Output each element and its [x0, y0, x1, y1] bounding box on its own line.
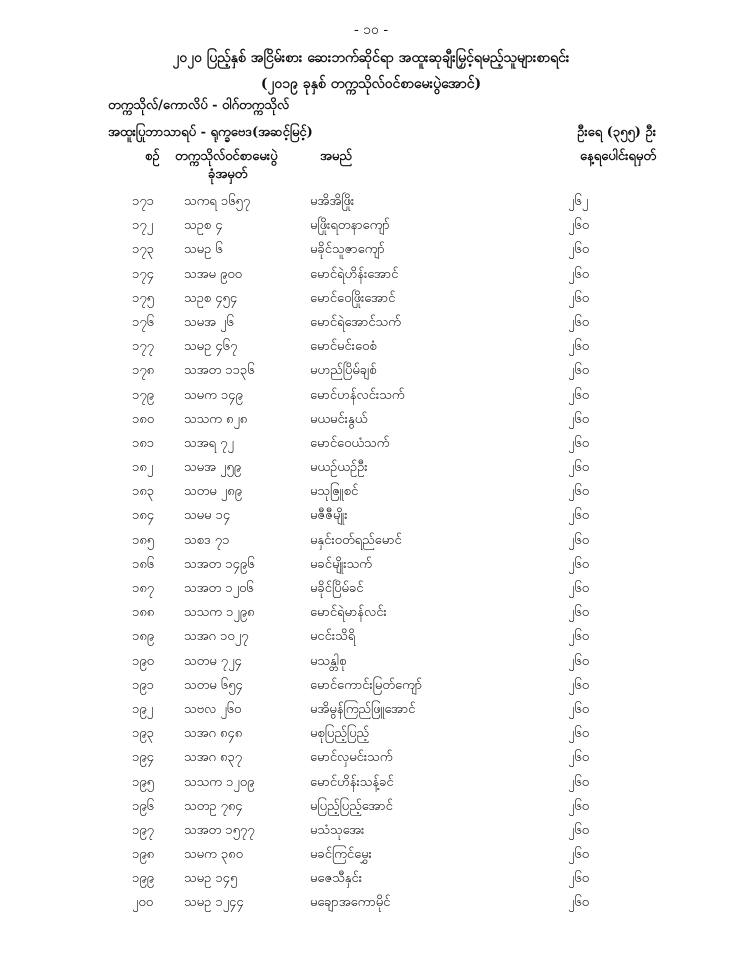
row-number: ၁၇၈	[132, 363, 155, 379]
days-score: ၂၆၀	[568, 290, 590, 306]
row-number: ၁၉၄	[132, 750, 154, 766]
exam-roll: သမအ ၂၅၉	[184, 460, 242, 476]
table-row	[0, 435, 742, 459]
major-line: အထူးပြုဘာသာရပ် - ရုက္ခဗေဒ(အဆင့်မြင့်)	[108, 125, 313, 140]
exam-roll: သစဒ ၇၁	[184, 532, 230, 548]
row-number: ၁၇၅	[132, 290, 154, 306]
exam-roll: သသက ၈၂၈	[184, 411, 248, 427]
student-name: မောင်ဝေယံသက်	[310, 435, 390, 451]
exam-roll: သမဥ ၁၂၄၄	[184, 895, 244, 911]
table-row	[0, 387, 742, 411]
row-number: ၁၇၃	[132, 242, 154, 258]
exam-roll: သမဥ ၆	[184, 242, 223, 258]
days-score: ၂၆၀	[568, 532, 590, 548]
days-score: ၂၆၀	[568, 750, 590, 766]
table-row	[0, 507, 742, 531]
student-name: မောင်ဟိန်းသန့်ခင်	[310, 774, 394, 790]
student-table	[0, 193, 742, 919]
exam-roll: သကရ ၁၆၅၇	[184, 194, 251, 209]
student-name: မသုဇြူစင်	[310, 484, 359, 500]
days-score: ၂၆၀	[568, 387, 590, 403]
table-row	[0, 677, 742, 701]
days-score: ၂၆၀	[568, 871, 590, 887]
row-number: ၁၇၄	[132, 266, 154, 282]
table-row	[0, 774, 742, 798]
student-name: မဇီဇီမျိုး	[310, 508, 348, 524]
days-score: ၂၆၀	[568, 508, 590, 524]
student-name: မအိမွန်ကြည်ဖြူအောင်	[310, 701, 416, 717]
row-number: ၁၇၉	[132, 387, 154, 403]
exam-roll: သဥစ ၄၅၄	[184, 290, 238, 306]
row-number: ၁၉၈	[132, 847, 155, 863]
exam-roll: သမက ၃၈၀	[184, 847, 243, 863]
student-name: မနှင်းဝတ်ရည်မောင်	[310, 532, 402, 548]
page-number: - ၁၀ -	[353, 22, 389, 38]
row-number: ၁၈၄	[132, 508, 155, 524]
days-score: ၂၆၀	[568, 242, 590, 258]
exam-roll: သဥစ ၄	[184, 218, 223, 234]
row-number: ၁၈၇	[132, 581, 155, 596]
days-score: ၂၆၀	[568, 629, 590, 645]
days-score: ၂၆၀	[568, 556, 590, 572]
document-subtitle: (၂၀၁၉ ခုနှစ် တက္ကသိုလ်ဝင်စာမေးပွဲအောင်)	[260, 76, 482, 92]
exam-roll: သမအ ၂၆	[184, 314, 234, 330]
exam-roll: သသက ၁၂၀၉	[184, 774, 255, 790]
table-row	[0, 266, 742, 290]
exam-roll: သအတ ၁၂၀၆	[184, 581, 254, 596]
exam-roll: သအဂ ၁၀၂၇	[184, 629, 249, 645]
days-score: ၂၆၀	[568, 218, 590, 234]
column-header-name: အမည်	[320, 149, 352, 164]
days-score: ၂၆၀	[568, 847, 590, 863]
exam-roll: သတမ ၇၂၄	[184, 653, 242, 669]
exam-roll: သမက ၁၄၉	[184, 387, 243, 403]
student-name: မောင်ရဲဟိန်းအောင်	[310, 266, 399, 282]
row-number: ၁၇၇	[132, 339, 154, 355]
days-score: ၂၆၀	[568, 798, 590, 814]
student-name: မောင်ဝေဖြိုးအောင်	[310, 290, 396, 306]
row-number: ၁၉၆	[132, 798, 154, 814]
exam-roll: သအဂ ၈၄၈	[184, 726, 243, 742]
table-row	[0, 290, 742, 314]
days-score: ၂၆၀	[568, 266, 590, 282]
exam-roll: သသက ၁၂၉၈	[184, 605, 255, 621]
student-name: မခိုင်သူဇာကျော်	[310, 242, 385, 258]
table-row	[0, 798, 742, 822]
days-score: ၂၆၀	[568, 581, 590, 596]
table-row	[0, 870, 742, 894]
days-score: ၂၆၀	[568, 701, 590, 717]
row-number: ၁၉၁	[132, 677, 154, 693]
row-number: ၁၉၅	[132, 774, 154, 790]
row-number: ၁၇၆	[132, 314, 154, 330]
student-name: မခင်ကြင်မွှေး	[310, 847, 372, 863]
table-row	[0, 241, 742, 265]
student-name: မဖြိုးရတနာကျော်	[310, 218, 390, 234]
student-name: မောင်ရဲအောင်သက်	[310, 314, 401, 330]
row-number: ၁၇၁	[132, 194, 154, 209]
days-score: ၂၆၀	[568, 460, 590, 476]
column-header-days: နေ့ရပေါင်းရမှတ်	[579, 149, 656, 164]
row-number: ၁၇၂	[132, 218, 154, 234]
table-row	[0, 483, 742, 507]
table-row	[0, 628, 742, 652]
table-row	[0, 459, 742, 483]
table-row	[0, 725, 742, 749]
row-number: ၁၈၂	[132, 460, 154, 476]
table-row	[0, 580, 742, 604]
exam-roll: သအရ ၇၂	[184, 435, 234, 451]
days-score: ၂၆၀	[568, 677, 590, 693]
student-name: မခိုင်ပြိမ်ခင်	[310, 581, 364, 596]
row-number: ၁၉၀	[132, 653, 154, 669]
row-number: ၁၉၉	[132, 871, 154, 887]
table-row	[0, 411, 742, 435]
days-score: ၂၆၀	[568, 435, 590, 451]
column-header-exam: တက္ကသိုလ်ဝင်စာမေးပွဲ	[175, 149, 278, 164]
table-row	[0, 749, 742, 773]
student-name: မပြည့်ပြည့်အောင်	[310, 798, 393, 814]
days-score: ၂၆၀	[568, 339, 590, 355]
days-score: ၂၆၀	[568, 895, 590, 911]
student-name: မောင်လှမင်းသက်	[310, 750, 393, 766]
row-number: ၁၈၀	[132, 411, 155, 427]
table-row	[0, 338, 742, 362]
student-name: မယမင်းနွယ်	[310, 411, 368, 427]
student-name: မခင်မျိုးသက်	[310, 556, 372, 572]
row-number: ၁၉၂	[132, 701, 154, 717]
exam-roll: သမဥ ၄၆၇	[184, 339, 238, 355]
column-header-roll: ခုံအမှတ်	[208, 167, 248, 182]
student-name: မယဉ်ယဉ်ဦး	[310, 460, 368, 476]
student-name: မငင်းသိရိ	[310, 629, 356, 645]
exam-roll: သတမ ၂၈၉	[184, 484, 242, 500]
days-score: ၂၆၀	[568, 605, 590, 621]
exam-roll: သမဥ ၁၄၅	[184, 871, 238, 887]
student-name: မောင်ဟန်လင်းသက်	[310, 387, 405, 403]
table-row	[0, 701, 742, 725]
row-number: ၁၉၇	[132, 822, 154, 838]
table-row	[0, 846, 742, 870]
days-score: ၂၆၀	[568, 314, 590, 330]
table-row	[0, 822, 742, 846]
table-row	[0, 604, 742, 628]
document-title: ၂၀၂၀ ပြည့်နှစ် အငြိမ်းစား ဆေးဘက်ဆိုင်ရာ အထူးဆုချီးမြှင့်ရမည့်သူများစာရင်း	[172, 50, 570, 66]
days-score: ၂၆၀	[568, 774, 590, 790]
student-name: မောင်မင်းဝေစံ	[310, 339, 377, 355]
row-number: ၁၈၆	[132, 556, 155, 572]
student-name: မဟည်ပြိမ်ချစ်	[310, 363, 377, 379]
student-name: မောင်ရဲမာန်လင်း	[310, 605, 387, 621]
table-row	[0, 532, 742, 556]
table-row	[0, 894, 742, 918]
table-row	[0, 193, 742, 217]
row-number: ၁၉၃	[132, 726, 154, 742]
student-name: မသံသုအေး	[310, 822, 365, 838]
exam-roll: သအဂ ၈၃၇	[184, 750, 243, 766]
exam-roll: သအတ ၁၅၇၇	[184, 822, 255, 838]
student-name: မချောအကောမိုင်	[310, 895, 391, 911]
row-number: ၁၈၉	[132, 629, 155, 645]
table-row	[0, 314, 742, 338]
exam-roll: သအတ ၁၄၉၆	[184, 556, 255, 572]
student-name: မစုပြည့်ပြည့်	[310, 726, 370, 742]
student-name: မောင်ကောင်းမြတ်ကျော်	[310, 677, 423, 693]
table-row	[0, 217, 742, 241]
university-line: တက္ကသိုလ်/ကောလိပ် - ဝါဂ်တက္ကသိုလ်	[108, 98, 290, 113]
days-score: ၂၆၀	[568, 653, 590, 669]
row-number: ၂၀၀	[132, 895, 154, 911]
row-number: ၁၈၁	[132, 435, 155, 451]
exam-roll: သတမ ၆၅၄	[184, 677, 243, 693]
days-score: ၂၆၀	[568, 411, 590, 427]
days-score: ၂၆၀	[568, 484, 590, 500]
exam-roll: သဗလ ၂၆၀	[184, 701, 242, 717]
exam-roll: သအတ ၁၁၃၆	[184, 363, 255, 379]
days-score: ၂၆၀	[568, 726, 590, 742]
row-number: ၁၈၅	[132, 532, 155, 548]
row-number: ၁၈၈	[132, 605, 155, 621]
table-row	[0, 556, 742, 580]
table-row	[0, 362, 742, 386]
row-number: ၁၈၃	[132, 484, 155, 500]
table-row	[0, 653, 742, 677]
exam-roll: သအမ ၉၀၀	[184, 266, 242, 282]
student-name: မအိအိဖြိုး	[310, 194, 355, 209]
column-header-no: စဉ်	[145, 149, 160, 164]
days-score: ၂၆၂	[568, 194, 589, 209]
headcount-line: ဦးရေ (၃၅၅) ဦး	[577, 125, 656, 140]
student-name: မသန္တါစု	[310, 653, 347, 669]
days-score: ၂၆၀	[568, 822, 590, 838]
student-name: မဇေသီနှင်း	[310, 871, 363, 887]
exam-roll: သမမ ၁၄	[184, 508, 231, 524]
days-score: ၂၆၀	[568, 363, 590, 379]
exam-roll: သတဥ ၇၈၄	[184, 798, 243, 814]
